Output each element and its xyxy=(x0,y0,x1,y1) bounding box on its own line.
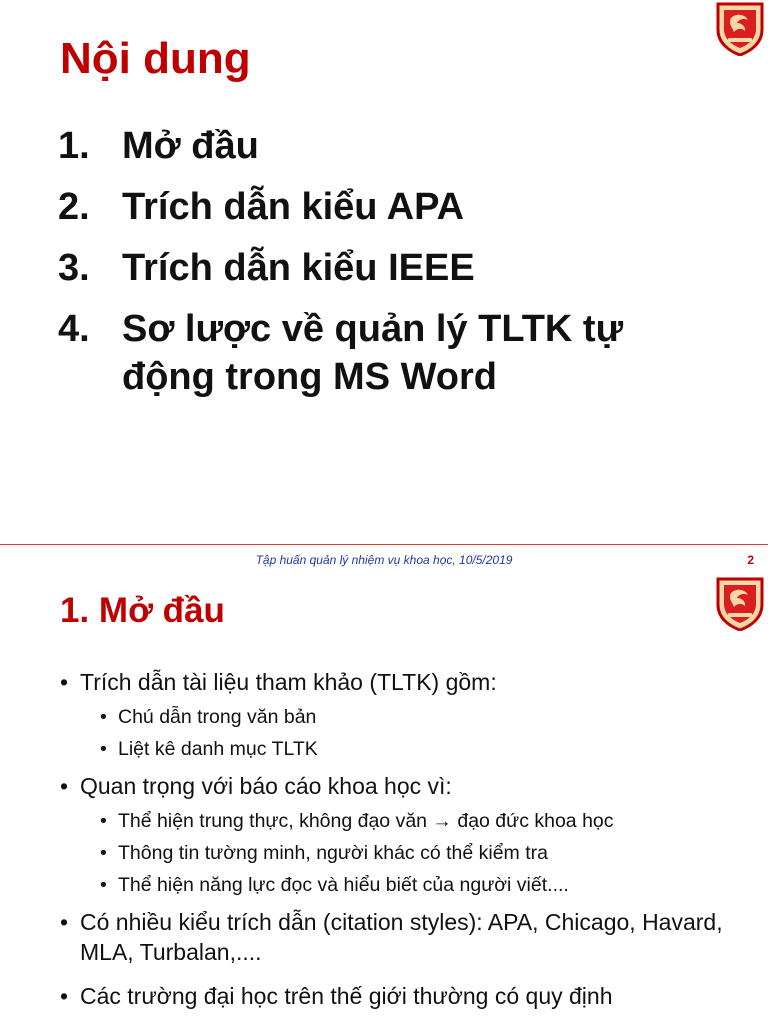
bullet-text: Trích dẫn tài liệu tham khảo (TLTK) gồm: xyxy=(80,669,497,695)
contents-item xyxy=(58,122,708,170)
bullet-item xyxy=(60,981,740,1011)
sub-bullet-item: • Liệt kê danh mục TLTK xyxy=(100,733,740,765)
sub-bullet-item: • Chú dẫn trong văn bản xyxy=(100,701,740,733)
sub-bullet-item: • Thể hiện trung thực, không đạo văn → đạo đức khoa học xyxy=(100,805,740,837)
bullet-text: Các trường đại học trên thế giới thường có quy định xyxy=(80,983,613,1009)
bullet-item xyxy=(60,667,740,765)
contents-item-number: 4. xyxy=(58,308,90,350)
bullet-item xyxy=(60,771,740,901)
bullet-list xyxy=(60,661,740,1011)
sub-bullet-list xyxy=(80,805,740,901)
contents-item-text: Mở đầu xyxy=(122,125,259,167)
contents-item-number: 1. xyxy=(58,125,90,167)
bullet-text: Có nhiều kiểu trích dẫn (citation styles): APA, Chicago, Havard, MLA, Turbalan,.... xyxy=(80,909,723,965)
sub-bullet-list xyxy=(80,701,740,765)
sub-bullet-item: • Thông tin tường minh, người khác có thể kiểm tra xyxy=(100,837,740,869)
slide-introduction xyxy=(0,545,768,1024)
contents-item-number: 3. xyxy=(58,247,90,289)
slide-title: 1. Mở đầu xyxy=(60,591,225,630)
contents-item xyxy=(58,183,708,231)
slide-footer: Tập huấn quản lý nhiệm vụ khoa học, 10/5/2019 xyxy=(255,553,513,567)
bullet-text: Quan trọng với báo cáo khoa học vì: xyxy=(80,773,452,799)
page-number: 2 xyxy=(747,553,754,567)
bullet-item xyxy=(60,907,740,967)
university-crest-icon xyxy=(714,0,766,56)
university-crest-icon xyxy=(714,575,766,631)
slide-title: Nội dung xyxy=(60,34,251,83)
contents-item xyxy=(58,305,708,401)
sub-bullet-item: • Thể hiện năng lực đọc và hiểu biết của người viết.... xyxy=(100,869,740,901)
contents-list xyxy=(58,122,708,414)
contents-item-text: Sơ lược về quản lý TLTK tự động trong MS Word xyxy=(122,308,624,398)
contents-item-text: Trích dẫn kiểu APA xyxy=(122,186,465,228)
contents-item-text: Trích dẫn kiểu IEEE xyxy=(122,247,475,289)
contents-item xyxy=(58,244,708,292)
contents-item-number: 2. xyxy=(58,186,90,228)
